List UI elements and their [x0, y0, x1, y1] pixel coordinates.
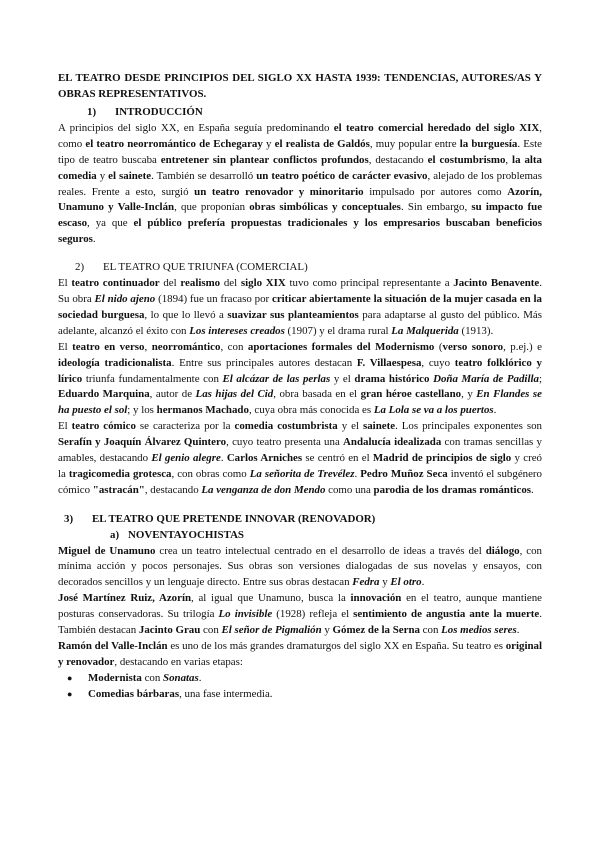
section-number: 1) [87, 106, 97, 118]
list-item: ● Comedias bárbaras, una fase intermedia. [58, 687, 542, 703]
section-heading-renovador [64, 512, 542, 528]
renovador-paragraph-azorin: José Martínez Ruiz, Azorín, al igual que Unamuno, busca la innovación en el teatro, aunque mantiene posturas conservadoras. Su trilogía Lo invisible (1928) refleja el sentimiento de angustia ante la muerte. También destacan Jacinto Grau con El señor de Pigmalión y Gómez de la Serna con Los medios seres. [58, 592, 542, 637]
list-item: ● Modernista con Sonatas. [58, 671, 542, 687]
bullet-list [58, 671, 542, 703]
comercial-paragraph-verso: El teatro en verso, neorromántico, con aportaciones formales del Modernismo (verso sonoro, p.ej.) e ideología tradicionalista. Entre sus principales autores destacan F. Villaespesa, cuyo teatro folklórico y lírico triunfa fundamentalmente con El alcázar de las perlas y el drama histórico Doña María de Padilla; Eduardo Marquina, autor de Las hijas del Cid, obra basada en el gran héroe castellano, y En Flandes se ha puesto el sol; y los hermanos Machado, cuya obra más conocida es La Lola se va a los puertos. [58, 340, 542, 417]
bullet-icon: ● [67, 672, 73, 683]
document-page [58, 70, 542, 703]
section-heading-comercial [75, 260, 542, 276]
renovador-paragraph-unamuno: Miguel de Unamuno crea un teatro intelectual centrado en el desarrollo de ideas a través del diálogo, con mínima acción y pocos personajes. Sus obras son versiones dialogadas de sus novelas y ensayos, con decorados sencillos y un lenguaje directo. Entre sus obras destacan Fedra y El otro. [58, 544, 542, 589]
section-title: INTRODUCCIÓN [115, 106, 203, 118]
section-number: 3) [64, 512, 74, 525]
comercial-paragraph-benavente: El teatro continuador del realismo del siglo XIX tuvo como principal representante a Jacinto Benavente. Su obra El nido ajeno (1894) fue un fracaso por criticar abiertamente la situación de la mujer casada en la sociedad burguesa, lo que lo llevó a suavizar sus planteamientos para adaptarse al gusto del público. Más adelante, alcanzó el éxito con Los intereses creados (1907) y el drama rural La Malquerida (1913). [58, 277, 542, 337]
section-title: EL TEATRO QUE PRETENDE INNOVAR (RENOVADOR) [92, 512, 376, 525]
section-number: 2) [75, 261, 85, 274]
bullet-icon: ● [67, 688, 73, 699]
subsection-title: NOVENTAYOCHISTAS [128, 528, 244, 541]
subsection-number: a) [110, 528, 120, 541]
intro-paragraph: A principios del siglo XX, en España seguía predominando el teatro comercial heredado del siglo XIX, como el teatro neorromántico de Echegaray y el realista de Galdós, muy popular entre la burguesía. Este tipo de teatro buscaba entretener sin plantear conflictos profundos, destacando el costumbrismo, la alta comedia y el sainete. También se desarrolló un teatro poético de carácter evasivo, alejado de los problemas reales. Frente a esto, surgió un teatro renovador y minoritario impulsado por autores como Azorín, Unamuno y Valle-Inclán, que proponían obras simbólicas y conceptuales. Sin embargo, su impacto fue escaso, ya que el público prefería propuestas tradicionales y los empresarios buscaban beneficios seguros. [58, 121, 543, 246]
document-title: EL TEATRO DESDE PRINCIPIOS DEL SIGLO XX HASTA 1939: TENDENCIAS, AUTORES/AS Y OBRAS REPRESENTATIVOS. [58, 72, 542, 100]
comercial-paragraph-comico: El teatro cómico se caracteriza por la comedia costumbrista y el sainete. Los principales exponentes son Serafín y Joaquín Álvarez Quintero, cuyo teatro presenta una Andalucía idealizada con tramas sencillas y amables, destacando El genio alegre. Carlos Arniches se centró en el Madrid de principios de siglo y creó la tragicomedia grotesca, con obras como La señorita de Trevélez. Pedro Muñoz Seca inventó el subgénero cómico "astracán", destacando La venganza de don Mendo como una parodia de los dramas románticos. [58, 420, 543, 496]
section-heading-introduccion [87, 105, 542, 121]
section-title: EL TEATRO QUE TRIUNFA (COMERCIAL) [103, 261, 308, 274]
renovador-paragraph-valle-inclan: Ramón del Valle-Inclán es uno de los más grandes dramaturgos del siglo XX en España. Su teatro es original y renovador, destacando en varias etapas: [58, 640, 542, 668]
subsection-heading-noventayochistas [110, 528, 542, 544]
